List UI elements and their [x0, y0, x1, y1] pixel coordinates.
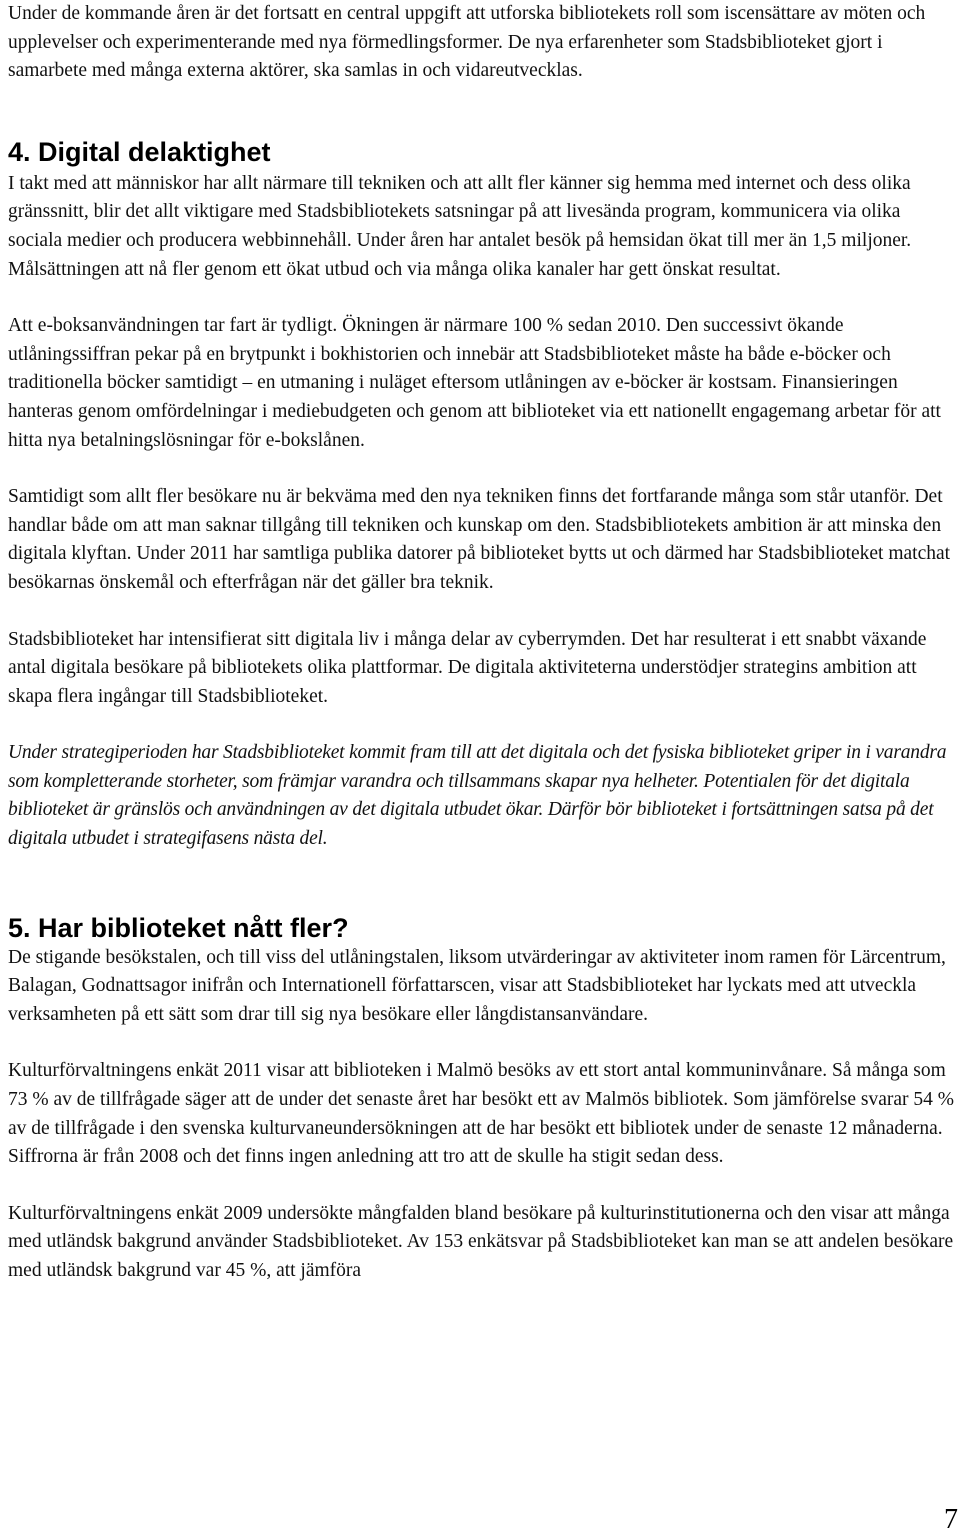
paragraph-reach-3: Kulturförvaltningens enkät 2009 undersökte mångfalden bland besökare på kulturinstitutionerna och den visar att många med utländsk bakgrund använder Stadsbiblioteket. Av 153 enkätsvar på Stadsbiblioteket kan man se att andelen besökare med utländsk bakgrund var 45 %, att jämföra — [8, 1202, 954, 1281]
section-heading-digital-delaktighet: 4. Digital delaktighet — [8, 136, 271, 167]
page-number: 7 — [944, 1504, 958, 1535]
document-page — [8, 0, 956, 1286]
section-heading-har-biblioteket-natt-fler: 5. Har biblioteket nått fler? — [8, 912, 349, 943]
paragraph-digital-1: I takt med att människor har allt närmare till tekniken och att allt fler känner sig hemma med internet och dess olika gränssnitt, blir det allt viktigare med Stadsbibliotekets satsningar på att livesända program, kommunicera via olika sociala medier och producera webbinnehåll. Under åren har antalet besök på hemsidan ökat till mer än 1,5 miljoner. Målsättningen att nå fler genom ett ökat utbud och via många olika kanaler har gett önskat resultat. — [8, 172, 912, 280]
paragraph-digital-4: Stadsbiblioteket har intensifierat sitt digitala liv i många delar av cyberrymden. Det har resulterat i ett snabbt växande antal digitala besökare på bibliotekets olika plattformar. De digitala aktiviteterna understödjer strategins ambition att skapa flera ingångar till Stadsbiblioteket. — [8, 628, 927, 707]
paragraph-digital-2: Att e-boksanvändningen tar fart är tydligt. Ökningen är närmare 100 % sedan 2010. Den successivt ökande utlåningssiffran pekar på en brytpunkt i bokhistorien och innebär att Stadsbiblioteket måste ha både e-böcker och traditionella böcker samtidigt – en utmaning i nuläget eftersom utlåningen av e-böcker är kostsam. Finansieringen hanteras genom omfördelningar i mediebudgeten och genom att biblioteket via ett nationellt engagemang arbetar för att hitta nya betalningslösningar för e-bokslånen. — [8, 315, 941, 451]
paragraph-reach-1: De stigande besökstalen, och till viss del utlåningstalen, liksom utvärderingar av aktiviteter inom ramen för Lärcentrum, Balagan, Godnattsagor inifrån och Internationell författarscen, visar att Stadsbiblioteket har lyckats med att utveckla verksamheten på ett sätt som drar till sig nya besökare eller långdistansanvändare. — [8, 946, 946, 1025]
paragraph-reach-2: Kulturförvaltningens enkät 2011 visar att biblioteken i Malmö besöks av ett stort antal kommuninvånare. Så många som 73 % av de tillfrågade säger att de under det senaste året har besökt ett av Malmös bibliotek. Som jämförelse svarar 54 % av de tillfrågade i den svenska kulturvaneundersökningen att de har besökt ett bibliotek under de senaste 12 månaderna. Siffrorna är från 2008 och det finns ingen anledning att tro att de skulle ha stigit sedan dess. — [8, 1060, 954, 1168]
intro-paragraph: Under de kommande åren är det fortsatt en central uppgift att utforska bibliotekets roll som iscensättare av möten och upplevelser och experimenterande med nya förmedlingsformer. De nya erfarenheter som Stadsbiblioteket gjort i samarbete med många externa aktörer, ska samlas in och vidareutvecklas. — [8, 3, 926, 82]
paragraph-digital-conclusion: Under strategiperioden har Stadsbiblioteket kommit fram till att det digitala och det fysiska biblioteket griper in i varandra som kompletterande storheter, som främjar varandra och tillsammans skapar nya helheter. Potentialen för det digitala biblioteket är gränslös och användningen av det digitala utbudet ökar. Därför bör biblioteket i fortsättningen satsa på det digitala utbudet i strategifasens nästa del. — [8, 742, 947, 850]
paragraph-digital-3: Samtidigt som allt fler besökare nu är bekväma med den nya tekniken finns det fortfarande många som står utanför. Det handlar både om att man saknar tillgång till tekniken och kunskap om den. Stadsbibliotekets ambition är att minska den digitala klyftan. Under 2011 har samtliga publika datorer på biblioteket bytts ut och därmed har Stadsbiblioteket matchat besökarnas önskemål och efterfrågan när det gäller bra teknik. — [8, 486, 951, 593]
